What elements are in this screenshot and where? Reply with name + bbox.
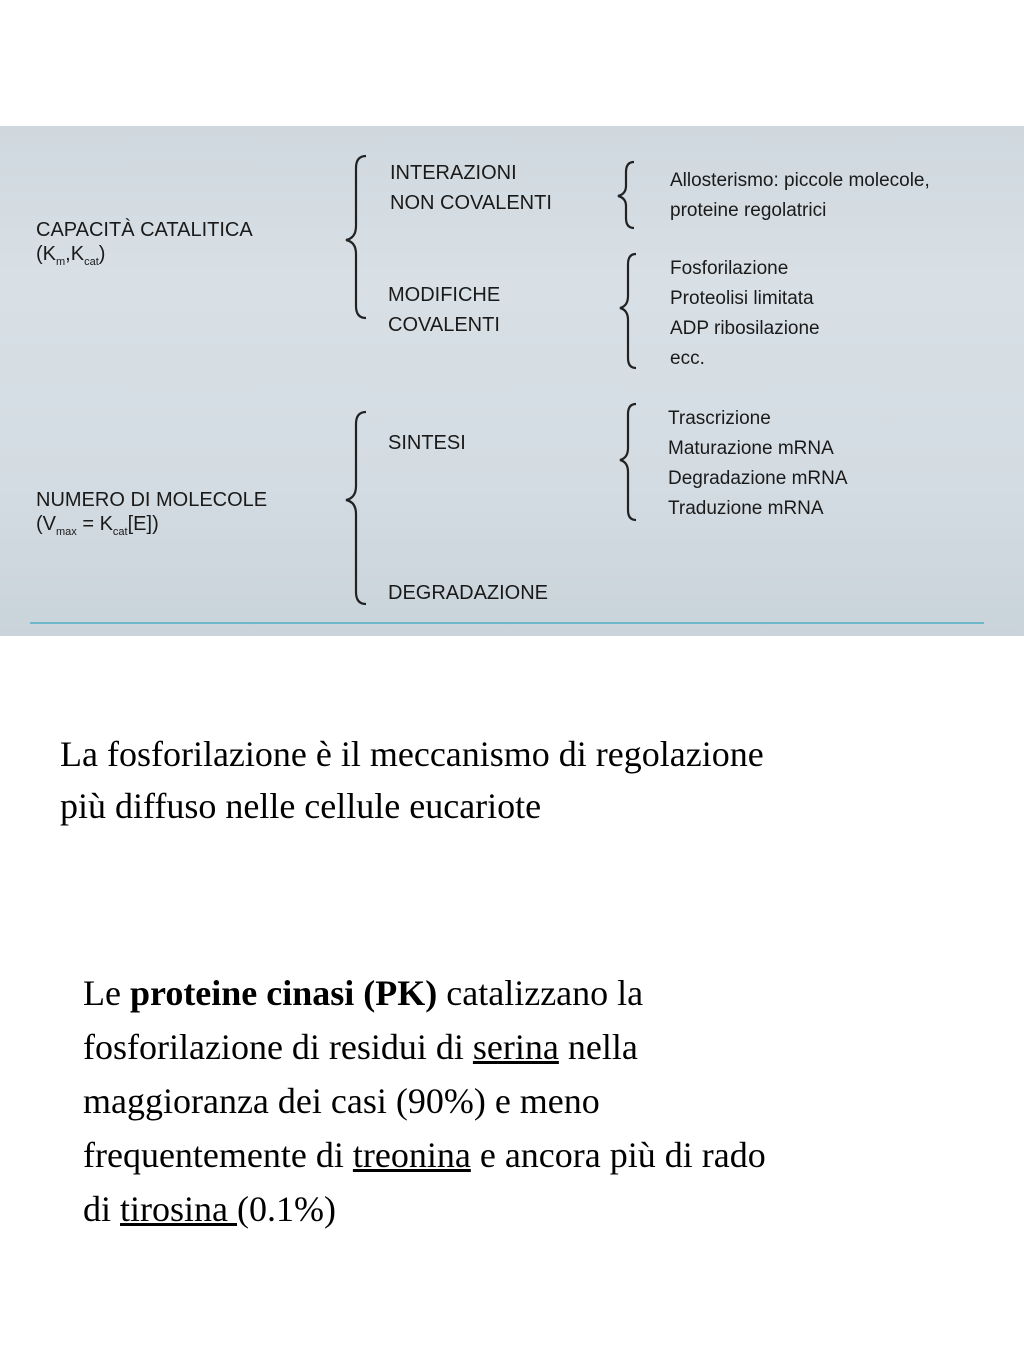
label-capacita-catalitica: CAPACITÀ CATALITICA $(K_m,K_{cat})$	[36, 219, 253, 268]
brace-numero	[346, 412, 366, 604]
scanned-figure	[0, 126, 1024, 636]
brace-capacita	[346, 156, 366, 318]
category-degradazione: DEGRADAZIONE	[388, 582, 549, 604]
category-sintesi: SINTESI	[388, 432, 466, 454]
label-numero-molecole: NUMERO DI MOLECOLE $(V_{max} = K_{cat}[E])$	[36, 489, 268, 538]
details-sintesi: Trascrizione Maturazione mRNA Degradazione mRNA Traduzione mRNA	[668, 408, 848, 519]
brace-cov	[620, 254, 636, 368]
paragraph-proteine-cinasi: Le proteine cinasi (PK) catalizzano la fosforilazione di residui di serina nella maggioranza dei casi (90%) e meno frequentemente di treonina e ancora più di rado di tirosina (0.1%)	[83, 973, 766, 1229]
category-non-covalenti: INTERAZIONI NON COVALENTI	[390, 162, 552, 214]
brace-noncov	[618, 162, 634, 228]
term-serina: serina	[472, 1027, 559, 1067]
brace-sintesi	[620, 404, 636, 520]
details-covalenti: Fosforilazione Proteolisi limitata ADP ribosilazione ecc.	[670, 258, 820, 369]
term-treonina: treonina	[352, 1135, 471, 1175]
paragraph-fosforilazione: La fosforilazione è il meccanismo di regolazione più diffuso nelle cellule eucariote	[60, 734, 764, 826]
term-proteine-cinasi: proteine cinasi (PK)	[129, 973, 438, 1013]
figure-bottom-rule	[30, 622, 984, 624]
term-tirosina: tirosina	[120, 1189, 237, 1229]
details-non-covalenti: Allosterismo: piccole molecole, proteine regolatrici	[670, 170, 930, 221]
category-covalenti: MODIFICHE COVALENTI	[388, 284, 501, 336]
